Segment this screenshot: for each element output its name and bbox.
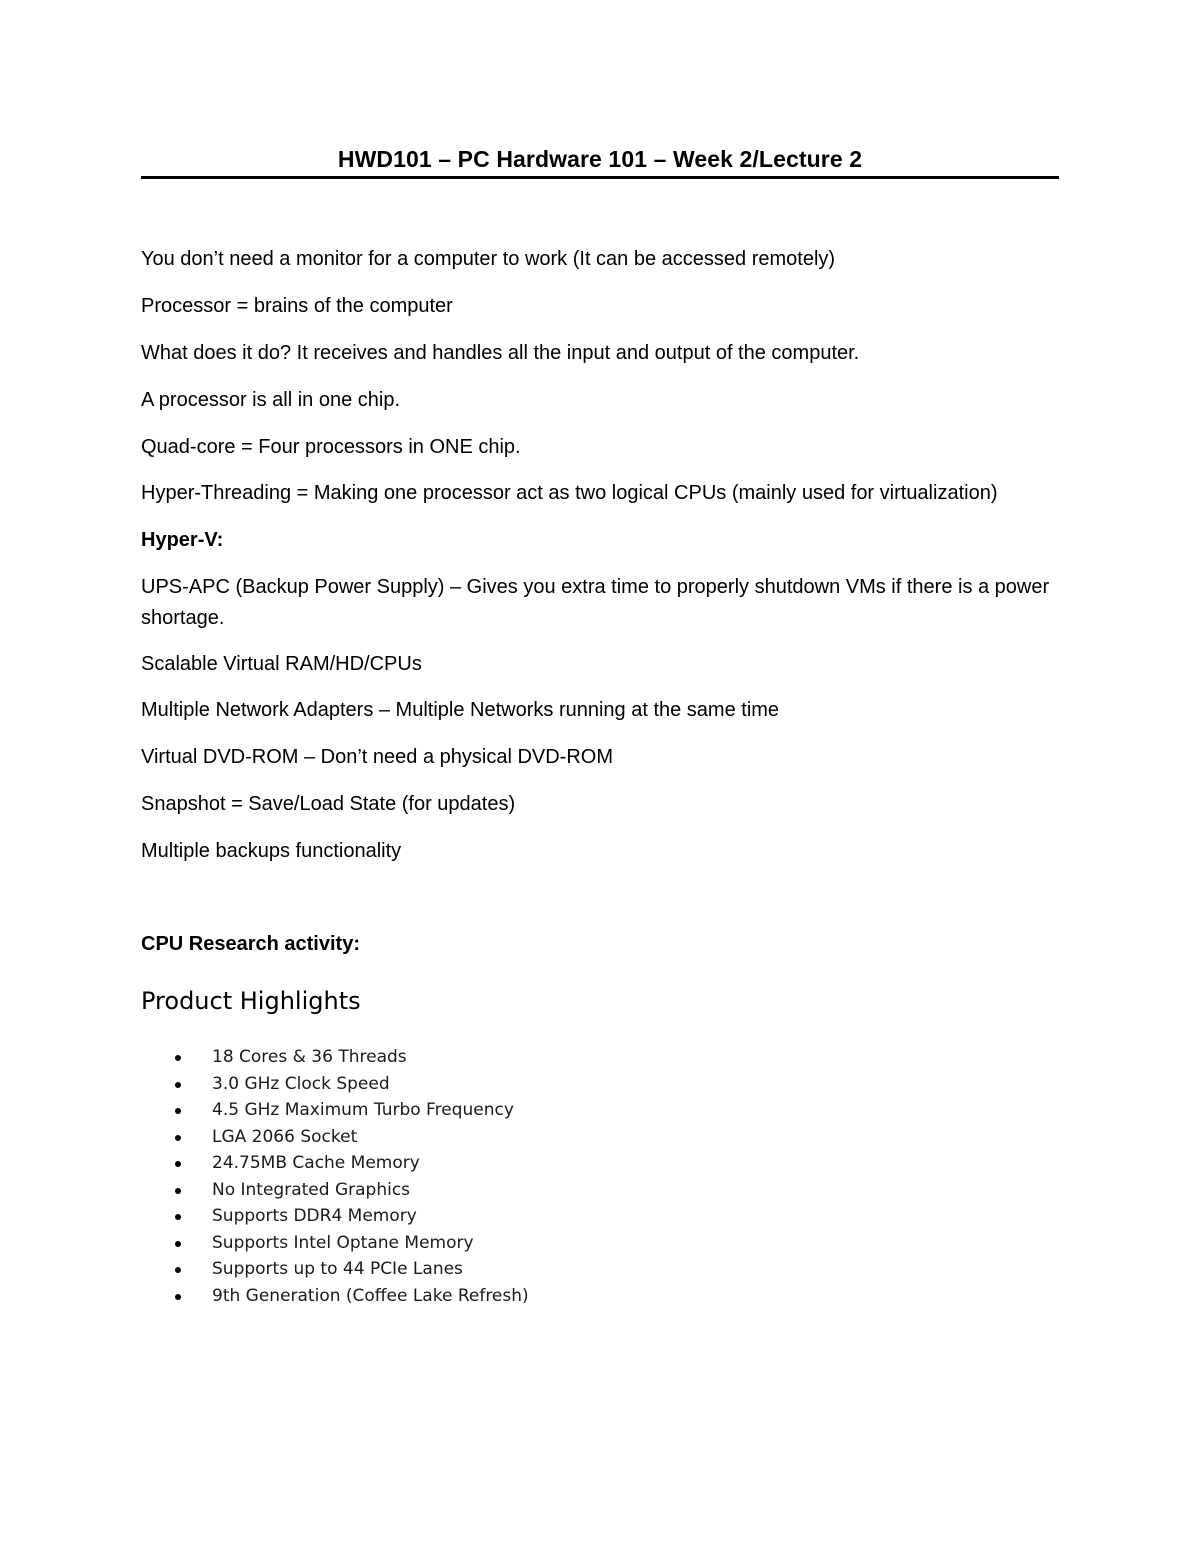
hyperv-item: UPS-APC (Backup Power Supply) – Gives you extra time to properly shutdown VMs if there is a power shortage. bbox=[141, 576, 1050, 629]
list-item bbox=[141, 1230, 529, 1257]
list-item-text: 4.5 GHz Maximum Turbo Frequency bbox=[212, 1100, 514, 1120]
list-item-text: 18 Cores & 36 Threads bbox=[212, 1047, 407, 1067]
list-item-text: 9th Generation (Coffee Lake Refresh) bbox=[212, 1285, 529, 1306]
list-item bbox=[141, 1124, 529, 1151]
bullet-icon bbox=[175, 1188, 181, 1194]
list-item-text: Supports up to 44 PCIe Lanes bbox=[212, 1259, 463, 1279]
hyperv-item: Virtual DVD-ROM – Don’t need a physical DVD-ROM bbox=[141, 746, 614, 768]
note-line: You don’t need a monitor for a computer to work (It can be accessed remotely) bbox=[141, 248, 836, 270]
bullet-icon bbox=[175, 1108, 181, 1114]
hyperv-item: Multiple Network Adapters – Multiple Networks running at the same time bbox=[141, 699, 780, 721]
bullet-icon bbox=[175, 1161, 181, 1167]
note-line: What does it do? It receives and handles all the input and output of the computer. bbox=[141, 342, 860, 364]
document-title: HWD101 – PC Hardware 101 – Week 2/Lecture 2 bbox=[337, 146, 863, 172]
list-item bbox=[141, 1044, 529, 1071]
activity-heading: CPU Research activity: bbox=[141, 933, 360, 955]
note-line: Processor = brains of the computer bbox=[141, 295, 453, 317]
list-item bbox=[141, 1150, 529, 1177]
hyperv-item: Multiple backups functionality bbox=[141, 840, 402, 862]
list-item-text: LGA 2066 Socket bbox=[212, 1126, 358, 1147]
highlights-list bbox=[141, 1044, 529, 1309]
hyperv-item: Snapshot = Save/Load State (for updates) bbox=[141, 793, 516, 815]
note-line: Quad-core = Four processors in ONE chip. bbox=[141, 436, 521, 458]
bullet-icon bbox=[175, 1082, 181, 1088]
bullet-icon bbox=[175, 1241, 181, 1247]
list-item bbox=[141, 1283, 529, 1310]
list-item bbox=[141, 1071, 529, 1098]
list-item bbox=[141, 1097, 529, 1124]
note-line: A processor is all in one chip. bbox=[141, 389, 401, 411]
bullet-icon bbox=[175, 1055, 181, 1061]
hyperv-item: Scalable Virtual RAM/HD/CPUs bbox=[141, 653, 422, 675]
hyperv-heading: Hyper-V: bbox=[141, 529, 224, 551]
list-item-text: Supports DDR4 Memory bbox=[212, 1206, 417, 1226]
product-highlights-heading: Product Highlights bbox=[141, 987, 361, 1015]
title-underline bbox=[141, 176, 1059, 179]
bullet-icon bbox=[175, 1135, 181, 1141]
note-line: Hyper-Threading = Making one processor act as two logical CPUs (mainly used for virtualization) bbox=[141, 482, 998, 504]
bullet-icon bbox=[175, 1294, 181, 1300]
list-item-text: Supports Intel Optane Memory bbox=[212, 1232, 474, 1253]
list-item bbox=[141, 1256, 529, 1283]
list-item-text: 3.0 GHz Clock Speed bbox=[212, 1073, 390, 1094]
list-item-text: No Integrated Graphics bbox=[212, 1179, 411, 1200]
bullet-icon bbox=[175, 1214, 181, 1220]
bullet-icon bbox=[175, 1267, 181, 1273]
list-item-text: 24.75MB Cache Memory bbox=[212, 1153, 420, 1173]
list-item bbox=[141, 1203, 529, 1230]
list-item bbox=[141, 1177, 529, 1204]
